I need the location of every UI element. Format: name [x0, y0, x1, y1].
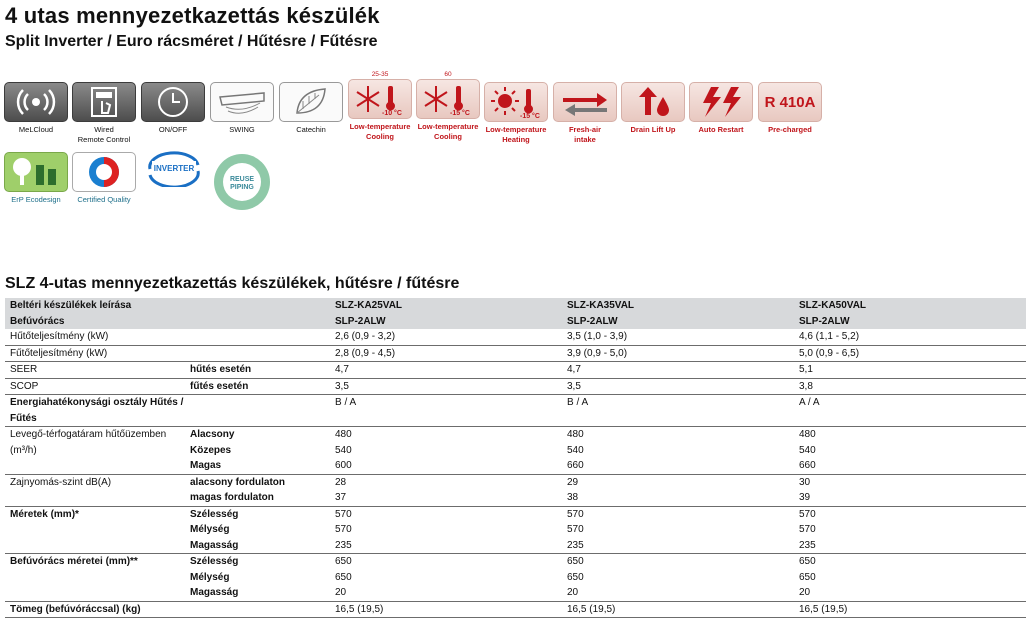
table-cell: SLP-2ALW	[562, 314, 794, 330]
table-cell: 480	[567, 429, 584, 440]
feature-catechin: Catechin	[278, 82, 344, 135]
table-cell: Magasság	[185, 538, 330, 554]
table-cell: Tömeg (befúvóráccsal) (kg)	[5, 601, 185, 618]
table-cell: SLP-2ALW	[794, 314, 1026, 330]
table-cell: 16,5 (19,5)	[562, 601, 794, 618]
table-cell: B / A	[330, 395, 562, 427]
page-subtitle: Split Inverter / Euro rácsméret / Hűtésre / Fűtésre	[5, 33, 378, 50]
inverter-text: INVERTER	[153, 164, 195, 173]
table-cell: Alacsony	[190, 429, 235, 440]
table-cell: 650	[799, 571, 816, 583]
table-cell: 37	[330, 490, 562, 506]
table-cell: 540	[799, 444, 816, 456]
table-cell: Befúvórács méretei (mm)**	[5, 554, 185, 602]
table-cell: Magas	[185, 458, 330, 474]
table-cell: 600	[330, 458, 562, 474]
feature-auto-restart: Auto Restart	[688, 82, 754, 135]
table-cell: SLZ-KA25VAL	[330, 298, 562, 314]
table-cell: Magasság	[185, 585, 330, 601]
table-cell: alacsony fordulaton	[190, 476, 286, 488]
table-cell: 3,5	[562, 378, 794, 395]
table-cell: Mélység	[190, 571, 230, 583]
table-cell	[185, 329, 330, 345]
table-cell: 2,8 (0,9 - 4,5)	[330, 345, 562, 362]
reuse-piping-icon	[212, 152, 272, 212]
sun-thermometer-icon	[488, 85, 544, 119]
feature-swing: SWING	[209, 82, 275, 135]
minus10-label: -10 °C	[382, 110, 402, 116]
table-cell	[185, 298, 330, 314]
spec-table	[5, 298, 1026, 618]
table-cell: Méretek (mm)*	[5, 506, 185, 554]
table-cell: 540	[567, 444, 584, 456]
table-cell: 2,6 (0,9 - 3,2)	[330, 329, 562, 345]
feature-precharged: R 410A Pre-charged	[757, 82, 823, 135]
certified-quality-icon	[76, 155, 132, 189]
table-cell: 4,6 (1,1 - 5,2)	[794, 329, 1026, 345]
feature-lowtemp-cooling-2: 60 -15 °C Low-temperature Cooling	[417, 71, 479, 141]
table-row	[5, 378, 1026, 395]
table-cell: 480	[335, 429, 352, 440]
table-cell: 570	[567, 508, 584, 520]
table-row	[5, 506, 1026, 522]
page-title: 4 utas mennyezetkazettás készülék	[5, 3, 380, 28]
feature-onoff: ON/OFF	[140, 82, 206, 135]
leaf-filter-icon	[289, 85, 333, 119]
table-row	[5, 601, 1026, 618]
table-cell: 20	[562, 585, 794, 601]
table-cell: Szélesség	[190, 508, 239, 520]
snowflake-thermometer-icon	[352, 82, 408, 116]
wifi-signal-icon	[8, 87, 64, 117]
minus15-label: -15 °C	[450, 110, 470, 116]
table-cell	[185, 601, 330, 618]
drain-lift-icon	[631, 85, 675, 119]
table-cell: A / A	[794, 395, 1026, 427]
refrigerant-icon: R 410A	[764, 93, 816, 111]
table-row	[5, 395, 1026, 427]
table-cell	[185, 345, 330, 362]
feature-fresh-air: Fresh-air intake	[552, 82, 618, 145]
table-cell: 20	[794, 585, 1026, 601]
table-cell: 235	[794, 538, 1026, 554]
table-cell: 540	[335, 444, 352, 456]
table-cell: 570	[567, 524, 584, 535]
table-cell: 660	[794, 458, 1026, 474]
table-cell: 650	[335, 571, 352, 583]
clock-timer-icon	[153, 85, 193, 119]
table-cell: Közepes	[190, 444, 232, 456]
table-cell: 650	[567, 556, 584, 567]
table-row	[5, 554, 1026, 570]
table-cell: 16,5 (19,5)	[794, 601, 1026, 618]
table-cell: 3,8	[794, 378, 1026, 395]
reuse-text: REUSE	[229, 176, 255, 183]
feature-erp-ecodesign: ErP Ecodesign	[3, 152, 69, 205]
table-cell: 3,5 (1,0 - 3,9)	[562, 329, 794, 345]
table-cell: 235	[562, 538, 794, 554]
table-cell: 3,5	[330, 378, 562, 395]
table-cell: 650	[335, 556, 352, 567]
table-cell: 570	[799, 508, 816, 520]
feature-melcloud: MeLCloud	[3, 82, 69, 135]
table-cell: 570	[799, 524, 816, 535]
table-cell: SLP-2ALW	[330, 314, 562, 330]
table-cell: 570	[335, 524, 352, 535]
table-cell: Fűtőteljesítmény (kW)	[5, 345, 185, 362]
table-cell: SLZ-KA50VAL	[794, 298, 1026, 314]
table-cell: Mélység	[190, 524, 230, 535]
lightning-icon	[697, 85, 745, 119]
table-cell: fűtés esetén	[185, 378, 330, 395]
table-cell: 20	[330, 585, 562, 601]
table-row	[5, 427, 1026, 443]
table-cell: Beltéri készülékek leírása	[5, 298, 185, 314]
table-header-row	[5, 298, 1026, 314]
table-row	[5, 362, 1026, 379]
feature-lowtemp-heating: -15 °C Low-temperature Heating	[483, 82, 549, 145]
table-cell	[185, 314, 330, 330]
table-cell: Hűtőteljesítmény (kW)	[5, 329, 185, 345]
feature-inverter	[140, 150, 206, 188]
table-cell: 660	[562, 458, 794, 474]
table-cell: 16,5 (19,5)	[330, 601, 562, 618]
table-cell: 5,0 (0,9 - 6,5)	[794, 345, 1026, 362]
table-cell: Levegő-térfogatáram hűtőüzemben (m³/h)	[5, 427, 185, 475]
erp-ecodesign-icon	[8, 155, 64, 189]
remote-control-icon	[84, 85, 124, 119]
table-cell: B / A	[562, 395, 794, 427]
table-cell: 38	[562, 490, 794, 506]
table-cell: 5,1	[794, 362, 1026, 379]
table-cell: SCOP	[5, 378, 185, 395]
section-title: SLZ 4-utas mennyezetkazettás készülékek, hűtésre / fűtésre	[5, 275, 460, 292]
table-cell: 29	[567, 476, 579, 488]
feature-reuse-piping	[209, 152, 275, 212]
table-cell: 3,9 (0,9 - 5,0)	[562, 345, 794, 362]
table-cell	[185, 395, 330, 427]
table-cell: Zajnyomás-szint dB(A)	[5, 474, 185, 506]
table-cell: 480	[799, 429, 816, 440]
arrows-icon	[557, 87, 613, 117]
table-row	[5, 474, 1026, 490]
table-row	[5, 329, 1026, 345]
table-cell: 4,7	[330, 362, 562, 379]
table-cell: Energiahatékonysági osztály Hűtés / Fűtés	[5, 395, 185, 427]
minus15-label-2: -15 °C	[520, 113, 540, 119]
table-cell: SEER	[5, 362, 185, 379]
table-cell: 570	[335, 508, 352, 520]
table-header-row	[5, 314, 1026, 330]
table-cell: Befúvórács	[5, 314, 185, 330]
feature-wired-remote: Wired Remote Control	[71, 82, 137, 145]
table-cell: 4,7	[562, 362, 794, 379]
snowflake-thermometer-icon	[420, 82, 476, 116]
table-row	[5, 345, 1026, 362]
table-cell: 235	[330, 538, 562, 554]
swing-louver-icon	[214, 87, 270, 117]
table-cell: hűtés esetén	[185, 362, 330, 379]
table-cell: 650	[567, 571, 584, 583]
table-cell: SLZ-KA35VAL	[562, 298, 794, 314]
table-cell: magas fordulaton	[185, 490, 330, 506]
inverter-icon	[142, 151, 204, 187]
table-cell: 39	[794, 490, 1026, 506]
feature-certified-quality: Certified Quality	[71, 152, 137, 205]
feature-lowtemp-cooling-1: 25-35 -10 °C Low-temperature Cooling	[349, 71, 411, 141]
table-cell: 650	[799, 556, 816, 567]
feature-drain-lift: Drain Lift Up	[620, 82, 686, 135]
piping-text: PIPING	[230, 184, 254, 191]
table-cell: Szélesség	[190, 556, 239, 567]
table-cell: 28	[335, 476, 347, 488]
table-cell: 30	[799, 476, 811, 488]
